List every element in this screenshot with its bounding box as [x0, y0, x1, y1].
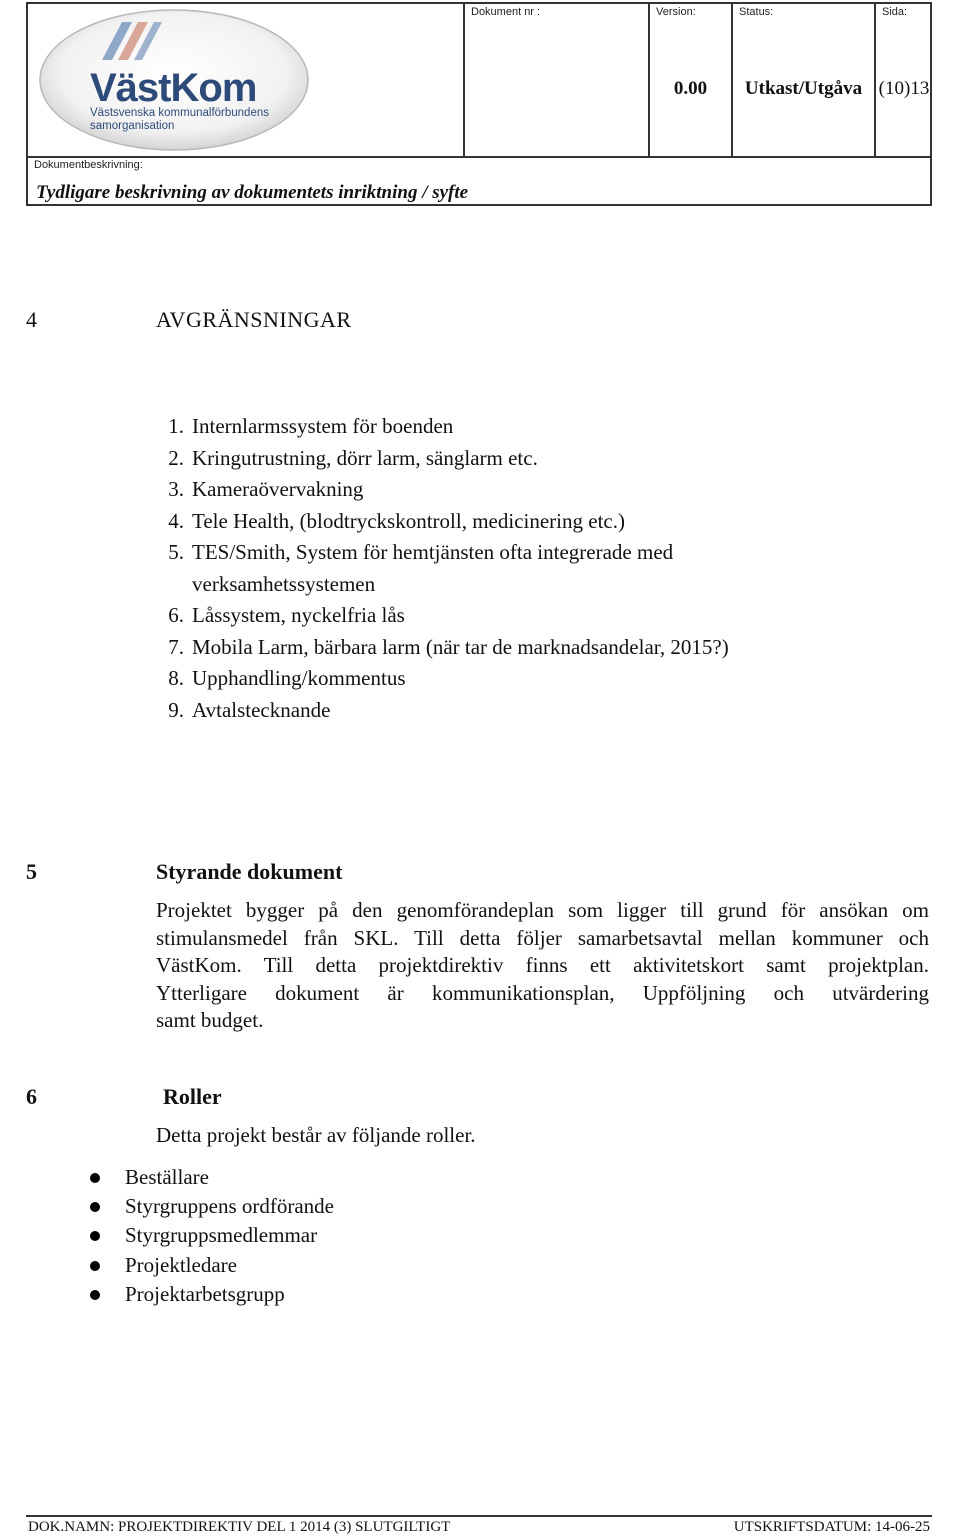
list-item: [150, 663, 729, 695]
role-label: Projektledare: [125, 1252, 237, 1277]
list-item: [150, 695, 729, 727]
section-4-heading: AVGRÄNSNINGAR: [156, 307, 352, 332]
footer-divider: [26, 1515, 932, 1517]
document-header-table: [26, 2, 932, 206]
bullet-icon: [90, 1231, 100, 1241]
bullet-icon: [90, 1261, 100, 1271]
page-value: (10)13: [878, 78, 930, 99]
version-value: 0.00: [673, 78, 708, 99]
status-value: Utkast/Utgåva: [744, 78, 863, 99]
list-item: [150, 632, 729, 664]
list-item-text-continued: verksamhetssystemen: [192, 571, 376, 596]
list-item-text: Kringutrustning, dörr larm, sänglarm etc.: [192, 445, 538, 470]
role-item: [88, 1221, 334, 1250]
bullet-icon: [90, 1202, 100, 1212]
list-item-text: Upphandling/kommentus: [192, 666, 406, 690]
description-label: Dokumentbeskrivning:: [34, 159, 143, 171]
limitations-list: [150, 411, 729, 726]
list-item-number: 6.: [168, 603, 184, 627]
list-item: [150, 443, 729, 475]
paragraph-line: samt budget.: [156, 1008, 264, 1032]
paragraph-line: VästKom. Till detta projektdirektiv finns ett aktivitetskort samt projektplan.: [156, 953, 929, 977]
role-item: [88, 1251, 334, 1280]
paragraph-line: Ytterligare dokument är kommunikationsplan, Uppföljning och utvärdering: [156, 980, 929, 1005]
role-label: Beställare: [125, 1165, 209, 1189]
description-value: Tydligare beskrivning av dokumentets inriktning / syfte: [36, 182, 469, 203]
list-item-number: 5.: [168, 540, 184, 564]
list-item: [150, 600, 729, 632]
page-cell: [876, 4, 932, 156]
logo-cell: [28, 4, 465, 156]
logo-wordmark: VästKom: [90, 66, 257, 110]
section-4-number: 4: [26, 307, 37, 332]
logo-subtitle-line: samorganisation: [90, 120, 175, 132]
list-item: [150, 506, 729, 538]
logo-subtitle: [90, 107, 269, 133]
governing-documents-paragraph: [156, 897, 929, 1035]
list-item-number: 7.: [168, 634, 184, 659]
list-item-text: Låssystem, nyckelfria lås: [192, 603, 405, 627]
header-divider: [28, 156, 930, 158]
paragraph-line: Projektet bygger på den genomförandeplan som ligger till grund för ansökan om: [156, 898, 929, 922]
logo-subtitle-line: Västsvenska kommunalförbundens: [90, 107, 269, 119]
list-item: [150, 411, 729, 443]
list-item-text: Tele Health, (blodtryckskontroll, medicinering etc.): [192, 508, 625, 533]
status-cell: [733, 4, 876, 156]
vastkom-logo: [38, 8, 310, 152]
role-label: Projektarbetsgrupp: [125, 1281, 285, 1306]
list-item: [150, 537, 729, 600]
bullet-icon: [90, 1290, 100, 1300]
footer-document-name: DOK.NAMN: PROJEKTDIREKTIV DEL 1 2014 (3) SLUTGILTIGT: [28, 1519, 451, 1535]
role-label: Styrgruppens ordförande: [125, 1194, 334, 1219]
list-item-number: 3.: [168, 477, 184, 501]
role-item: [88, 1163, 334, 1192]
roles-list: [88, 1163, 334, 1309]
list-item-number: 8.: [168, 666, 184, 690]
role-item: [88, 1192, 334, 1221]
version-cell: [650, 4, 733, 156]
footer-print-date: UTSKRIFTSDATUM: 14-06-25: [733, 1519, 930, 1535]
doc-nr-cell: [465, 4, 650, 156]
version-label: Version:: [656, 6, 696, 18]
role-item: [88, 1280, 334, 1309]
section-5-heading: Styrande dokument: [156, 859, 343, 884]
section-6-number: 6: [26, 1084, 37, 1109]
list-item-text: Mobila Larm, bärbara larm (när tar de marknadsandelar, 2015?): [192, 634, 729, 659]
page-label: Sida:: [882, 6, 908, 18]
section-5-number: 5: [26, 859, 37, 884]
doc-nr-label: Dokument nr :: [471, 6, 541, 18]
status-label: Status:: [739, 6, 774, 18]
list-item-number: 4.: [168, 508, 184, 533]
role-label: Styrgruppsmedlemmar: [125, 1223, 318, 1248]
list-item-number: 1.: [168, 414, 184, 438]
section-6-heading: Roller: [163, 1084, 222, 1109]
list-item-number: 9.: [168, 697, 184, 722]
bullet-icon: [90, 1173, 100, 1183]
roles-intro: Detta projekt består av följande roller.: [156, 1123, 476, 1147]
list-item-text: Kameraövervakning: [192, 477, 364, 501]
list-item: [150, 474, 729, 506]
paragraph-line: stimulansmedel från SKL. Till detta följer samarbetsavtal mellan kommuner och: [156, 925, 929, 950]
list-item-text: Internlarmssystem för boenden: [192, 414, 454, 438]
list-item-text: Avtalstecknande: [192, 697, 331, 722]
list-item-text: TES/Smith, System för hemtjänsten ofta integrerade med: [192, 540, 674, 564]
list-item-number: 2.: [168, 445, 184, 470]
